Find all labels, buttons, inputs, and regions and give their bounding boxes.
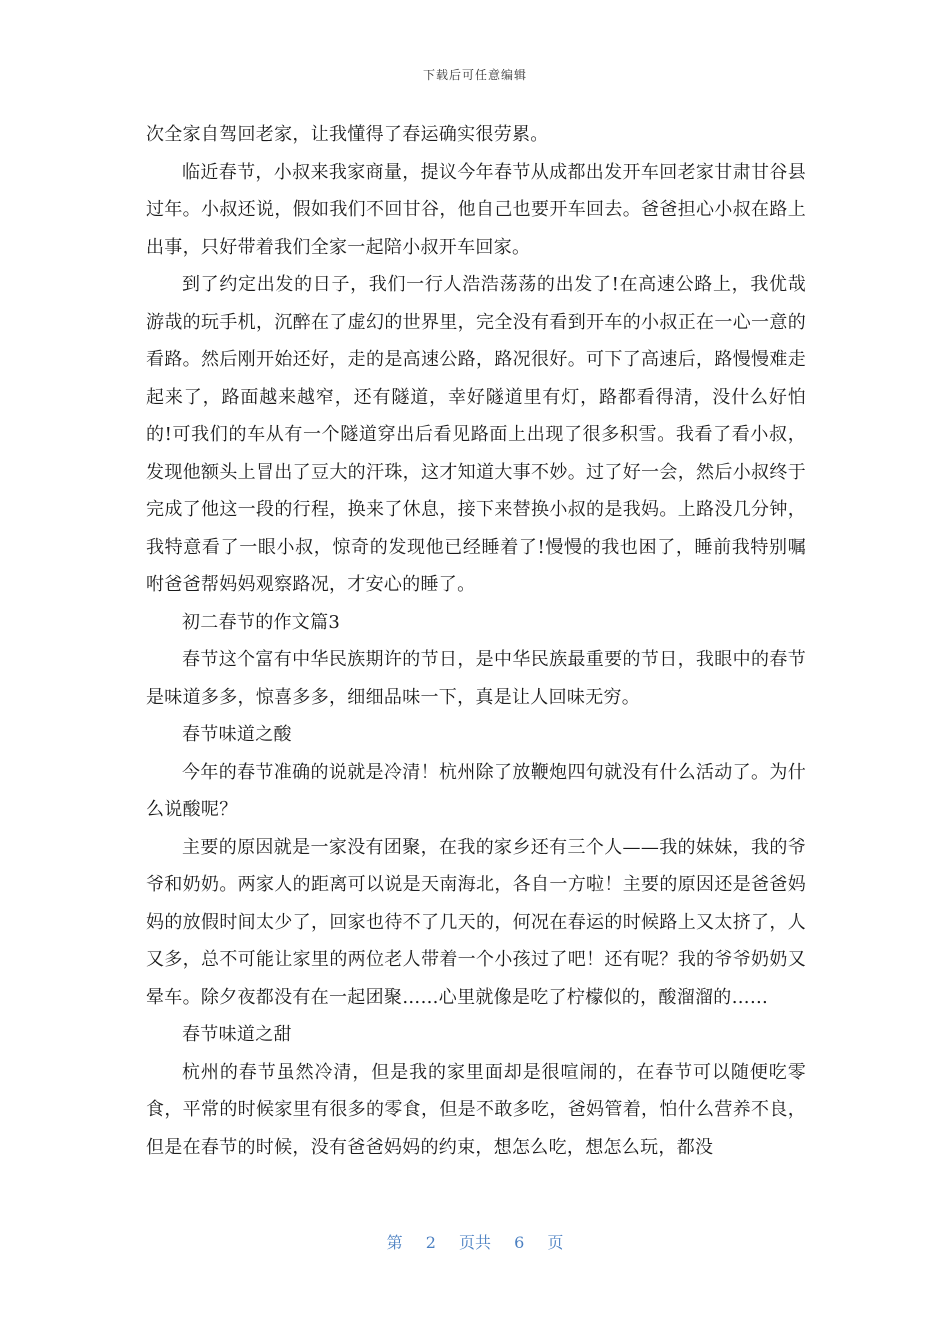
section-heading: 初二春节的作文篇3 xyxy=(182,611,341,633)
document-body xyxy=(146,116,806,1166)
footer-label-di: 第 xyxy=(386,1233,403,1252)
paragraph: 到了约定出发的日子，我们一行人浩浩荡荡的出发了!在高速公路上，我优哉游哉的玩手机，沉醉在了虚幻的世界里，完全没有看到开车的小叔正在一心一意的看路。然后刚开始还好，走的是高速公路，路况很好。可下了高速后，路慢慢难走起来了，路面越来越窄，还有隧道，幸好隧道里有灯，路都看得清，没什么好怕的!可我们的车从有一个隧道穿出后看见路面上出现了很多积雪。我看了看小叔，发现他额头上冒出了豆大的汗珠，这才知道大事不妙。过了好一会，然后小叔终于完成了他这一段的行程，换来了休息，接下来替换小叔的是我妈。上路没几分钟，我特意看了一眼小叔，惊奇的发现他已经睡着了!慢慢的我也困了，睡前我特别嘱咐爸爸帮妈妈观察路况，才安心的睡了。 xyxy=(146,274,806,595)
footer-label-ye: 页 xyxy=(547,1233,564,1252)
paragraph: 临近春节，小叔来我家商量，提议今年春节从成都出发开车回老家甘肃甘谷县过年。小叔还说，假如我们不回甘谷，他自己也要开车回去。爸爸担心小叔在路上出事，只好带着我们全家一起陪小叔开车回家。 xyxy=(146,161,806,258)
paragraph: 春节这个富有中华民族期许的节日，是中华民族最重要的节日，我眼中的春节是味道多多，惊喜多多，细细品味一下，真是让人回味无穷。 xyxy=(146,649,806,708)
page-footer xyxy=(0,1230,950,1253)
section-subheading: 春节味道之酸 xyxy=(182,724,292,745)
footer-label-ye-gong: 页共 xyxy=(458,1233,491,1252)
page-header: 下载后可任意编辑 xyxy=(422,68,527,82)
section-subheading: 春节味道之甜 xyxy=(182,1024,292,1045)
paragraph: 今年的春节准确的说就是冷清！杭州除了放鞭炮四句就没有什么活动了。为什么说酸呢？ xyxy=(146,761,806,820)
paragraph: 杭州的春节虽然冷清，但是我的家里面却是很喧闹的，在春节可以随便吃零食，平常的时候家里有很多的零食，但是不敢多吃，爸妈管着，怕什么营养不良，但是在春节的时候，没有爸爸妈妈的约束，想怎么吃，想怎么玩，都没 xyxy=(146,1061,806,1158)
footer-current-page: 2 xyxy=(425,1233,436,1252)
footer-total-pages: 6 xyxy=(514,1233,525,1252)
paragraph: 次全家自驾回老家，让我懂得了春运确实很劳累。 xyxy=(146,124,549,145)
paragraph: 主要的原因就是一家没有团聚，在我的家乡还有三个人——我的妹妹，我的爷爷和奶奶。两家人的距离可以说是天南海北，各自一方啦！主要的原因还是爸爸妈妈的放假时间太少了，回家也待不了几天的，何况在春运的时候路上又太挤了，人又多，总不可能让家里的两位老人带着一个小孩过了吧！还有呢？我的爷爷奶奶又晕车。除夕夜都没有在一起团聚……心里就像是吃了柠檬似的，酸溜溜的…… xyxy=(146,836,806,1008)
